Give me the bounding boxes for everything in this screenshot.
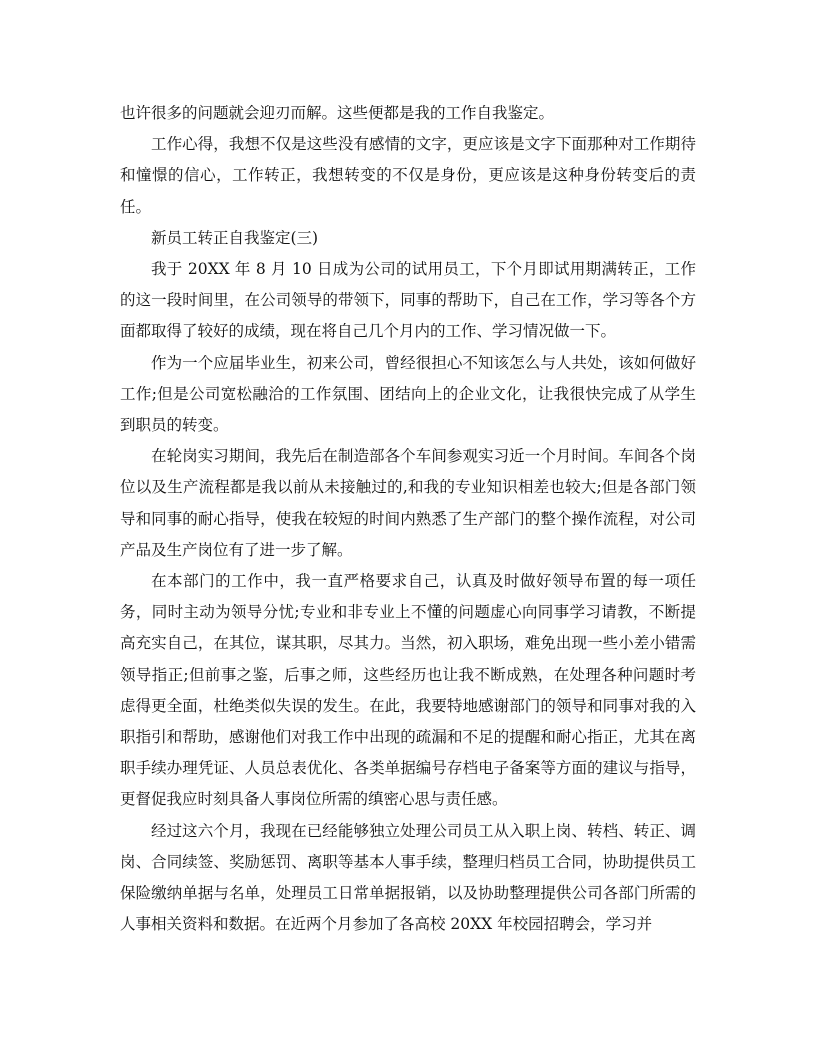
paragraph-intro: 我于 20XX 年 8 月 10 日成为公司的试用员工，下个月即试用期满转正，工作的这一段时间里，在公司领导的带领下，同事的帮助下，自己在工作，学习等各个方面都取得了较好的成绩，现在将自己几个月内的工作、学习情况做一下。	[120, 260, 696, 341]
paragraph-rotation: 在轮岗实习期间，我先后在制造部各个车间参观实习近一个月时间。车间各个岗位以及生产流程都是我以前从未接触过的,和我的专业知识相差也较大;但是各部门领导和同事的耐心指导，使我在较短的时间内熟悉了生产部门的整个操作流程，对公司产品及生产岗位有了进一步了解。	[120, 447, 696, 559]
section-heading: 新员工转正自我鉴定(三)	[151, 228, 319, 247]
paragraph-graduate: 作为一个应届毕业生，初来公司，曾经很担心不知该怎么与人共处，该如何做好工作;但是公司宽松融洽的工作氛围、团结向上的企业文化，让我很快完成了从学生到职员的转变。	[120, 353, 696, 435]
paragraph-six-months: 经过这六个月，我现在已经能够独立处理公司员工从入职上岗、转档、转正、调岗、合同续签、奖励惩罚、离职等基本人事手续，整理归档员工合同，协助提供员工保险缴纳单据与名单，处理员工日常单据报销，以及协助整理提供公司各部门所需的人事相关资料和数据。在近两个月参加了各高校 20XX 年校园招聘会，学习并	[120, 821, 696, 934]
paragraph-continuation: 也许很多的问题就会迎刃而解。这些便都是我的工作自我鉴定。	[120, 104, 555, 122]
document-body	[120, 98, 696, 940]
paragraph-department-work: 在本部门的工作中，我一直严格要求自己，认真及时做好领导布置的每一项任务，同时主动为领导分忧;专业和非专业上不懂的问题虚心向同事学习请教，不断提高充实自己，在其位，谋其职，尽其力。当然，初入职场，难免出现一些小差小错需领导指正;但前事之鉴，后事之师，这些经历也让我不断成熟，在处理各种问题时考虑得更全面，杜绝类似失误的发生。在此，我要特地感谢部门的领导和同事对我的入职指引和帮助，感谢他们对我工作中出现的疏漏和不足的提醒和耐心指正，尤其在离职手续办理凭证、人员总表优化、各类单据编号存档电子备案等方面的建议与指导，更督促我应时刻具备人事岗位所需的缜密心思与责任感。	[120, 572, 696, 809]
paragraph-work-reflection: 工作心得，我想不仅是这些没有感情的文字，更应该是文字下面那种对工作期待和憧憬的信心，工作转正，我想转变的不仅是身份，更应该是这种身份转变后的责任。	[120, 135, 696, 216]
